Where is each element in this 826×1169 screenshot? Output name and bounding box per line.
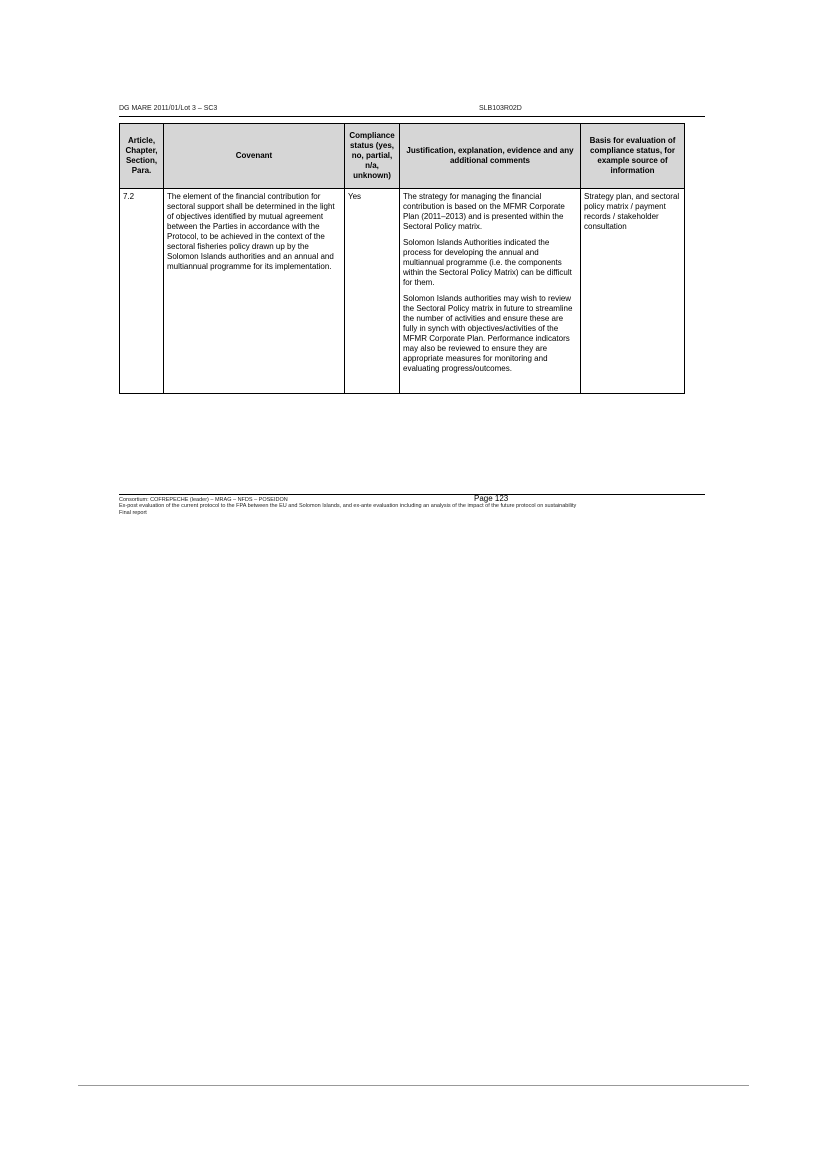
page-footer bbox=[119, 494, 705, 517]
cell-basis: Strategy plan, and sectoral policy matrix / payment records / stakeholder consultation bbox=[581, 189, 685, 394]
tender-reference: DG MARE 2011/01/Lot 3 – SC3 bbox=[119, 105, 218, 112]
column-header-basis: Basis for evaluation of compliance status, for example source of information bbox=[581, 124, 685, 189]
table-row bbox=[120, 189, 685, 394]
cell-covenant: The element of the financial contribution for sectoral support shall be determined in the light of objectives identified by mutual agreement between the Parties in accordance with the Protocol, to be achieved in the context of the sectoral fisheries policy drawn up by the Solomon Islands authorities and an annual and multiannual programme for its implementation. bbox=[164, 189, 345, 394]
cell-article: 7.2 bbox=[120, 189, 164, 394]
compliance-table bbox=[119, 123, 685, 394]
footer-report-type: Final report bbox=[119, 510, 147, 516]
footer-report-title: Ex-post evaluation of the current protocol to the FPA between the EU and Solomon Islands, and ex-ante evaluation including an analysis of the impact of the future protocol on sustainability bbox=[119, 503, 577, 509]
column-header-justification: Justification, explanation, evidence and any additional comments bbox=[400, 124, 581, 189]
justification-paragraph: The strategy for managing the financial contribution is based on the MFMR Corporate Plan (2011–2013) and is presented within the Sectoral Policy matrix. bbox=[403, 192, 565, 231]
justification-paragraph: Solomon Islands authorities may wish to review the Sectoral Policy matrix in future to streamline the number of activities and ensure these are fully in synch with objectives/activities of the MFMR Corporate Plan. Performance indicators may also be reviewed to ensure they are appropriate measures for monitoring and evaluating progress/outcomes. bbox=[403, 294, 573, 373]
column-header-article: Article, Chapter, Section, Para. bbox=[120, 124, 164, 189]
justification-paragraph: Solomon Islands Authorities indicated the process for developing the annual and multiannual programme (i.e. the components within the Sectoral Policy Matrix) can be difficult for them. bbox=[403, 238, 572, 287]
page-number: Page 123 bbox=[474, 494, 509, 503]
column-header-covenant: Covenant bbox=[164, 124, 345, 189]
bottom-divider bbox=[78, 1085, 749, 1086]
column-header-compliance-status: Compliance status (yes, no, partial, n/a, unknown) bbox=[345, 124, 400, 189]
footer-consortium: Consortium: COFREPECHE (leader) – MRAG – NFDS – POSEIDON bbox=[119, 497, 288, 503]
document-code: SLB103R02D bbox=[479, 105, 522, 112]
cell-justification bbox=[400, 189, 581, 394]
cell-status: Yes bbox=[345, 189, 400, 394]
page-header bbox=[119, 104, 705, 117]
table-header-row bbox=[120, 124, 685, 189]
